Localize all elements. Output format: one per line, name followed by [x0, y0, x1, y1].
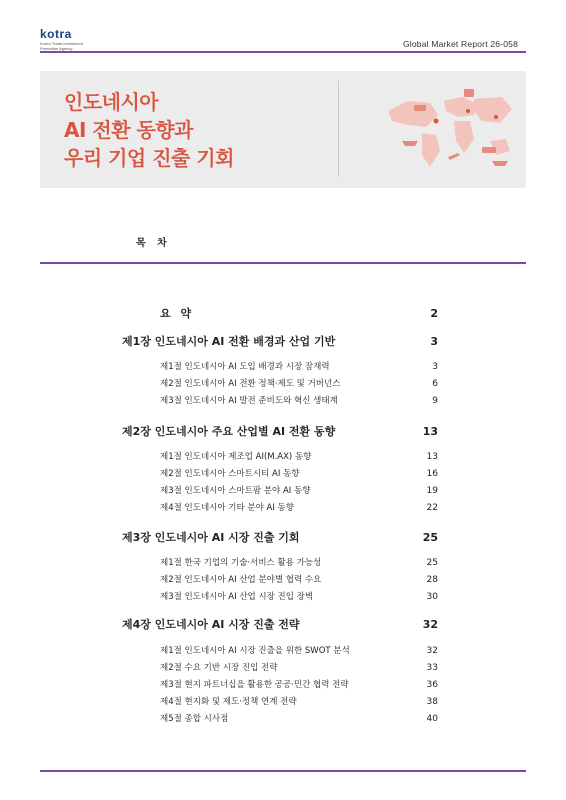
toc-entry-title: 제5절 종합 시사점 — [160, 714, 229, 724]
toc-entry-title: 제1절 인도네시아 AI 도입 배경과 시장 잠재력 — [160, 362, 330, 372]
toc-heading: 목 차 — [136, 238, 171, 249]
toc-page-number: 40 — [426, 714, 438, 724]
toc-entry-title: 제1절 한국 기업의 기술·서비스 활용 가능성 — [160, 558, 322, 568]
toc-page-number: 13 — [426, 452, 438, 462]
toc-page-number: 32 — [426, 646, 438, 656]
toc-page-number: 13 — [422, 425, 438, 438]
toc-page-number: 6 — [432, 379, 438, 389]
toc-page-number: 33 — [426, 663, 438, 673]
toc-chapter-entry[interactable] — [40, 423, 438, 439]
title-line-3: 우리 기업 진출 기회 — [64, 146, 234, 170]
toc-section-entry[interactable] — [40, 590, 438, 602]
toc-section-entry[interactable] — [40, 450, 438, 462]
toc-page-number: 3 — [432, 362, 438, 372]
toc-chapter-entry[interactable] — [40, 333, 438, 349]
toc-page-number: 30 — [426, 592, 438, 602]
logo-wordmark: kotra — [40, 27, 72, 41]
toc-entry-title: 제2절 인도네시아 스마트시티 AI 동향 — [160, 469, 300, 479]
report-title — [64, 88, 234, 172]
logo-subtitle-2: Promotion Agency — [40, 46, 73, 51]
toc-section-entry[interactable] — [40, 501, 438, 513]
toc-chapter-entry[interactable] — [40, 616, 438, 632]
toc-section-entry[interactable] — [40, 377, 438, 389]
toc-page-number: 19 — [426, 486, 438, 496]
toc-entry-title: 제3절 현지 파트너십을 활용한 공공·민간 협력 전략 — [160, 680, 349, 690]
toc-section-entry[interactable] — [40, 573, 438, 585]
toc-entry-title: 제4절 현지화 및 제도·정책 연계 전략 — [160, 697, 297, 707]
toc-chapter-entry[interactable] — [40, 529, 438, 545]
toc-page-number: 25 — [422, 531, 438, 544]
toc-entry-title: 제2절 인도네시아 AI 산업 분야별 협력 수요 — [160, 575, 322, 585]
toc-page-number: 3 — [430, 335, 438, 348]
toc-entry-title: 제3장 인도네시아 AI 시장 진출 기회 — [122, 531, 300, 544]
toc-entry-title: 제3절 인도네시아 AI 발전 준비도와 혁신 생태계 — [160, 396, 338, 406]
toc-section-entry[interactable] — [40, 644, 438, 656]
toc-page-number: 28 — [426, 575, 438, 585]
toc-entry-title: 제4절 인도네시아 기타 분야 AI 동향 — [160, 503, 294, 513]
toc-top-divider — [40, 262, 526, 264]
report-code: Global Market Report 26-058 — [402, 39, 518, 49]
logo-subtitle-1: Korea Trade-Investment — [40, 41, 83, 46]
toc-page-number: 2 — [430, 307, 438, 320]
toc-entry-title: 제2절 수요 기반 시장 진입 전략 — [160, 663, 278, 673]
toc-summary-entry[interactable] — [40, 305, 438, 321]
toc-page-number: 9 — [432, 396, 438, 406]
toc-entry-title: 제1장 인도네시아 AI 전환 배경과 산업 기반 — [122, 335, 336, 348]
toc-section-entry[interactable] — [40, 695, 438, 707]
toc-entry-title: 제3절 인도네시아 스마트팜 분야 AI 동향 — [160, 486, 311, 496]
toc-page-number: 32 — [422, 618, 438, 631]
title-banner — [40, 71, 526, 188]
toc-entry-title: 요 약 — [160, 307, 195, 320]
kotra-logo — [40, 27, 83, 51]
toc-section-entry[interactable] — [40, 556, 438, 568]
toc-entry-title: 제2장 인도네시아 주요 산업별 AI 전환 동향 — [122, 425, 336, 438]
title-line-2: AI 전환 동향과 — [64, 118, 193, 142]
toc-entry-title: 제1절 인도네시아 제조업 AI(M.AX) 동향 — [160, 452, 312, 462]
world-map-illustration — [378, 81, 518, 179]
toc-page-number: 22 — [426, 503, 438, 513]
toc-page-number: 16 — [426, 469, 438, 479]
toc-section-entry[interactable] — [40, 678, 438, 690]
toc-bottom-divider — [40, 770, 526, 772]
banner-separator — [338, 81, 339, 177]
title-line-1: 인도네시아 — [64, 90, 159, 114]
toc-entry-title: 제2절 인도네시아 AI 전환 정책·제도 및 거버넌스 — [160, 379, 341, 389]
toc-section-entry[interactable] — [40, 394, 438, 406]
toc-entry-title: 제1절 인도네시아 AI 시장 진출을 위한 SWOT 분석 — [160, 646, 350, 656]
toc-section-entry[interactable] — [40, 712, 438, 724]
toc-section-entry[interactable] — [40, 467, 438, 479]
header-divider — [40, 51, 526, 53]
toc-section-entry[interactable] — [40, 661, 438, 673]
toc-page-number: 25 — [426, 558, 438, 568]
toc-section-entry[interactable] — [40, 360, 438, 372]
toc-section-entry[interactable] — [40, 484, 438, 496]
toc-entry-title: 제4장 인도네시아 AI 시장 진출 전략 — [122, 618, 300, 631]
toc-page-number: 36 — [426, 680, 438, 690]
toc-entry-title: 제3절 인도네시아 AI 산업 시장 진입 장벽 — [160, 592, 314, 602]
toc-page-number: 38 — [426, 697, 438, 707]
